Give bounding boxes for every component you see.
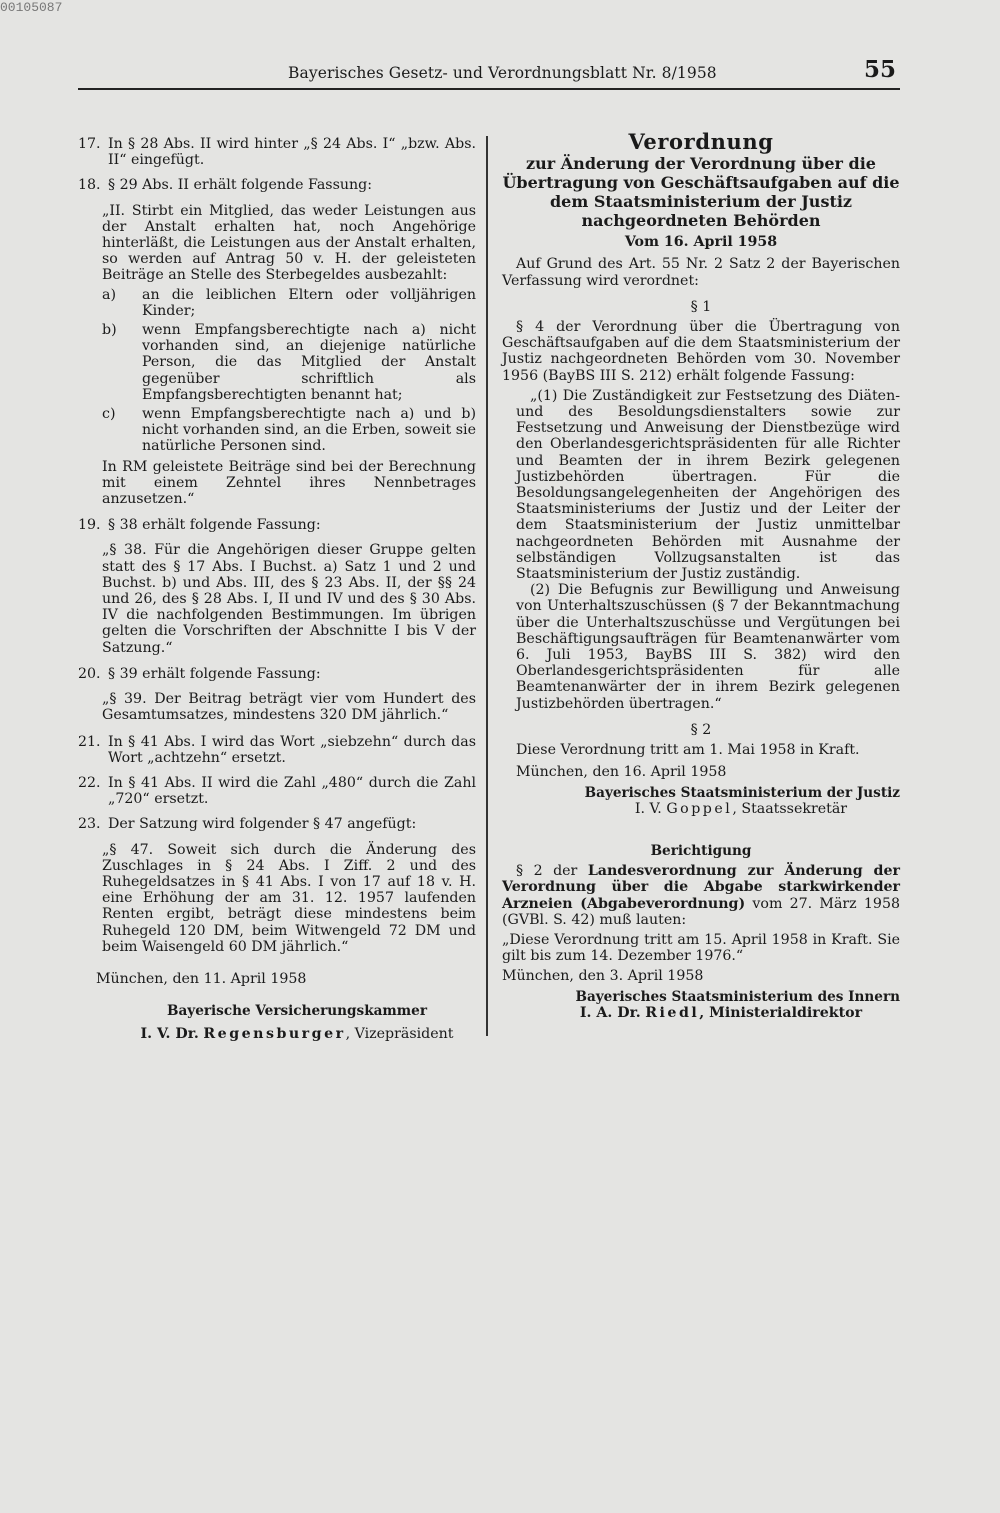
- sign-name: Goppel: [666, 800, 733, 817]
- item-number: 22.: [78, 774, 101, 791]
- section-1-intro: § 4 der Verordnung über die Übertragung von Geschäftsaufgaben auf die dem Staatsministerium der Justiz nachgeordneten Behörden vom 30. November 1956 (BayBS III S. 212) erhält folgende Fassung:: [502, 319, 900, 384]
- quote-text: „§ 39. Der Beitrag beträgt vier vom Hundert des Gesamtumsatzes, mindestens 320 DM jährlich.“: [102, 691, 476, 724]
- signature-line: [118, 1026, 476, 1042]
- item-text: In § 28 Abs. II wird hinter „§ 24 Abs. I“ „bzw. Abs. II“ eingefügt.: [108, 136, 476, 169]
- item-23-quote: [102, 842, 476, 955]
- list-item-18: [78, 177, 476, 193]
- section-1-quote: [516, 388, 900, 712]
- left-column: [78, 136, 476, 1043]
- ordinance-date: Vom 16. April 1958: [624, 234, 778, 251]
- list-item-23: [78, 816, 476, 832]
- preamble: Auf Grund des Art. 55 Nr. 2 Satz 2 der Bayerischen Verfassung wird verordnet:: [502, 256, 900, 289]
- sub-item-a: [102, 287, 476, 319]
- place-date: München, den 11. April 1958: [96, 970, 307, 987]
- authority-name: Bayerisches Staatsministerium der Justiz: [584, 784, 900, 801]
- sub-item-c: [102, 406, 476, 455]
- sign-suffix: , Staatssekretär: [732, 800, 848, 817]
- item-text: § 39 erhält folgende Fassung:: [108, 665, 321, 682]
- quote-paragraph-1: „(1) Die Zuständigkeit zur Festsetzung des Diäten- und des Besoldungsdienstalters sowie zur Festsetzung und Anweisung der Dienstbezüge wird den Oberlandesgerichtspräsidenten für alle Richter und Beamten der in ihrem Bezirk gelegenen Justizbehörden übertragen. Für die Besoldungsangelegenheiten der Angehörigen des Staatsministeriums der Justiz und der Leiter der dem Staatsministerium der Justiz unmittelbar nachgeordneten Behörden mit Ausnahme der selbständigen Vollzugsanstalten ist das Staatsministerium der Justiz zuständig.: [516, 387, 900, 583]
- sub-label: a): [102, 286, 116, 303]
- correction-text: [502, 863, 900, 928]
- item-19-quote: [102, 542, 476, 655]
- place-date: München, den 16. April 1958: [516, 764, 727, 781]
- item-number: 23.: [78, 816, 101, 833]
- sub-label: b): [102, 322, 117, 339]
- ordinance-subtitle: zur Änderung der Verordnung über die Übertragung von Geschäftsaufgaben auf die dem Staatsministerium der Justiz nachgeordneten Behörden: [502, 154, 900, 231]
- section-2-heading: § 2: [690, 721, 712, 738]
- quote-text: „§ 38. Für die Angehörigen dieser Gruppe gelten statt des § 17 Abs. I Buchst. a) Satz 1 und 2 und Buchst. b) und Abs. III, des § 23 Abs. II, der §§ 24 und 26, des § 28 Abs. I, II und IV und des § 30 Abs. IV die nachfolgenden Bestimmungen. Im übrigen gelten die Vorschriften der Abschnitte I bis V der Satzung.“: [102, 542, 476, 656]
- item-number: 19.: [78, 517, 101, 534]
- list-item-22: [78, 775, 476, 807]
- section-2-text: Diese Verordnung tritt am 1. Mai 1958 in Kraft.: [516, 742, 860, 759]
- sub-item-b: [102, 322, 476, 403]
- correction-quote: „Diese Verordnung tritt am 15. April 1958 in Kraft. Sie gilt bis zum 14. Dezember 1976.“: [502, 931, 900, 965]
- list-item-20: [78, 666, 476, 682]
- quote-text: „II. Stirbt ein Mitglied, das weder Leistungen aus der Anstalt erhalten hat, noch Angehörige hinterläßt, die Leistungen aus der Anstalt erhalten, so werden auf Antrag 50 v. H. der geleisteten Beiträge an Stelle des Sterbegeldes ausbezahlt:: [102, 202, 476, 284]
- column-divider: [486, 136, 488, 1036]
- sub-text: wenn Empfangsberechtigte nach a) und b) nicht vorhanden sind, an die Erben, soweit sie natürliche Personen sind.: [142, 406, 476, 455]
- correction-ordinance-name: Landesverordnung zur Änderung der Verordnung über die Abgabe starkwirkender Arzneien (Abgabeverordnung): [502, 863, 900, 912]
- item-number: 18.: [78, 177, 101, 194]
- page-number: 55: [863, 56, 896, 83]
- item-number: 17.: [78, 136, 101, 152]
- quote-text: „§ 47. Soweit sich durch die Änderung des Zuschlages in § 24 Abs. I Ziff. 2 und des Ruhegeldsatzes in § 41 Abs. I von 17 auf 18 v. H. eine Erhöhung der am 31. 12. 1957 laufenden Renten ergibt, beträgt diese mindestens beim Ruhegeld 120 DM, beim Witwengeld 72 DM und beim Waisengeld 60 DM jährlich.“: [102, 841, 476, 955]
- sign-suffix: , Vizepräsident: [345, 1026, 454, 1043]
- sign-prefix: I. V. Dr.: [140, 1026, 199, 1043]
- item-text: In § 41 Abs. II wird die Zahl „480“ durch die Zahl „720“ ersetzt.: [108, 774, 476, 808]
- item-text: Der Satzung wird folgender § 47 angefügt:: [108, 816, 417, 833]
- signature-line: [582, 801, 900, 817]
- item-18-tail: In RM geleistete Beiträge sind bei der Berechnung mit einem Zehntel ihres Nennbetrages anzusetzen.“: [102, 458, 476, 508]
- item-text: In § 41 Abs. I wird das Wort „siebzehn“ durch das Wort „achtzehn“ ersetzt.: [108, 733, 476, 766]
- list-item-21: [78, 734, 476, 766]
- item-number: 20.: [78, 665, 101, 682]
- quote-paragraph-2: (2) Die Befugnis zur Bewilligung und Anweisung von Unterhaltszuschüssen (§ 7 der Bekanntmachung über die Unterhaltszuschüsse und Vergütungen bei Beschäftigungsaufträgen für Beamtenanwärter vom 6. Juli 1953, BayBS III S. 382) wird den Oberlandesgerichtspräsidenten für alle Beamtenanwärter der in ihrem Bezirk gelegenen Justizbehörden übertragen.“: [516, 582, 900, 712]
- sign-suffix: , Ministerialdirektor: [699, 1004, 863, 1021]
- page-header: [78, 56, 900, 90]
- correction-authority: Bayerisches Staatsministerium des Innern: [575, 988, 900, 1005]
- item-text: § 38 erhält folgende Fassung:: [108, 517, 321, 534]
- sub-text: wenn Empfangsberechtigte nach a) nicht vorhanden sind, an diejenige natürliche Person, die das Mitglied der Anstalt gegenüber schriftlich als Empfangsberechtigten benannt hat;: [142, 322, 476, 403]
- sign-prefix: I. A. Dr.: [579, 1004, 641, 1021]
- item-20-quote: [102, 691, 476, 723]
- correction-place-date: München, den 3. April 1958: [502, 968, 704, 985]
- correction-signature: [542, 1005, 900, 1021]
- item-number: 21.: [78, 733, 101, 750]
- archive-stamp: 00105087: [0, 0, 63, 15]
- sub-label: c): [102, 406, 116, 423]
- list-item-17: [78, 136, 476, 168]
- header-title: Bayerisches Gesetz- und Verordnungsblatt Nr. 8/1958: [288, 64, 717, 82]
- sign-prefix: I. V.: [634, 800, 662, 817]
- correction-text-a: § 2 der: [516, 863, 588, 880]
- authority-name: Bayerische Versicherungskammer: [167, 1003, 427, 1020]
- sub-text: an die leiblichen Eltern oder volljährigen Kinder;: [142, 286, 476, 319]
- right-column: [502, 129, 900, 1021]
- item-text: § 29 Abs. II erhält folgende Fassung:: [108, 177, 373, 194]
- sign-name: Regensburger: [203, 1026, 346, 1043]
- sign-name: Riedl: [645, 1004, 700, 1021]
- section-1-heading: § 1: [690, 298, 712, 315]
- correction-heading: Berichtigung: [650, 842, 752, 859]
- list-item-19: [78, 517, 476, 533]
- ordinance-title: Verordnung: [628, 129, 774, 154]
- correction-text-b: vom 27. März 1958 (GVBl. S. 42) muß lauten:: [502, 895, 900, 928]
- item-18-quote: [102, 203, 476, 284]
